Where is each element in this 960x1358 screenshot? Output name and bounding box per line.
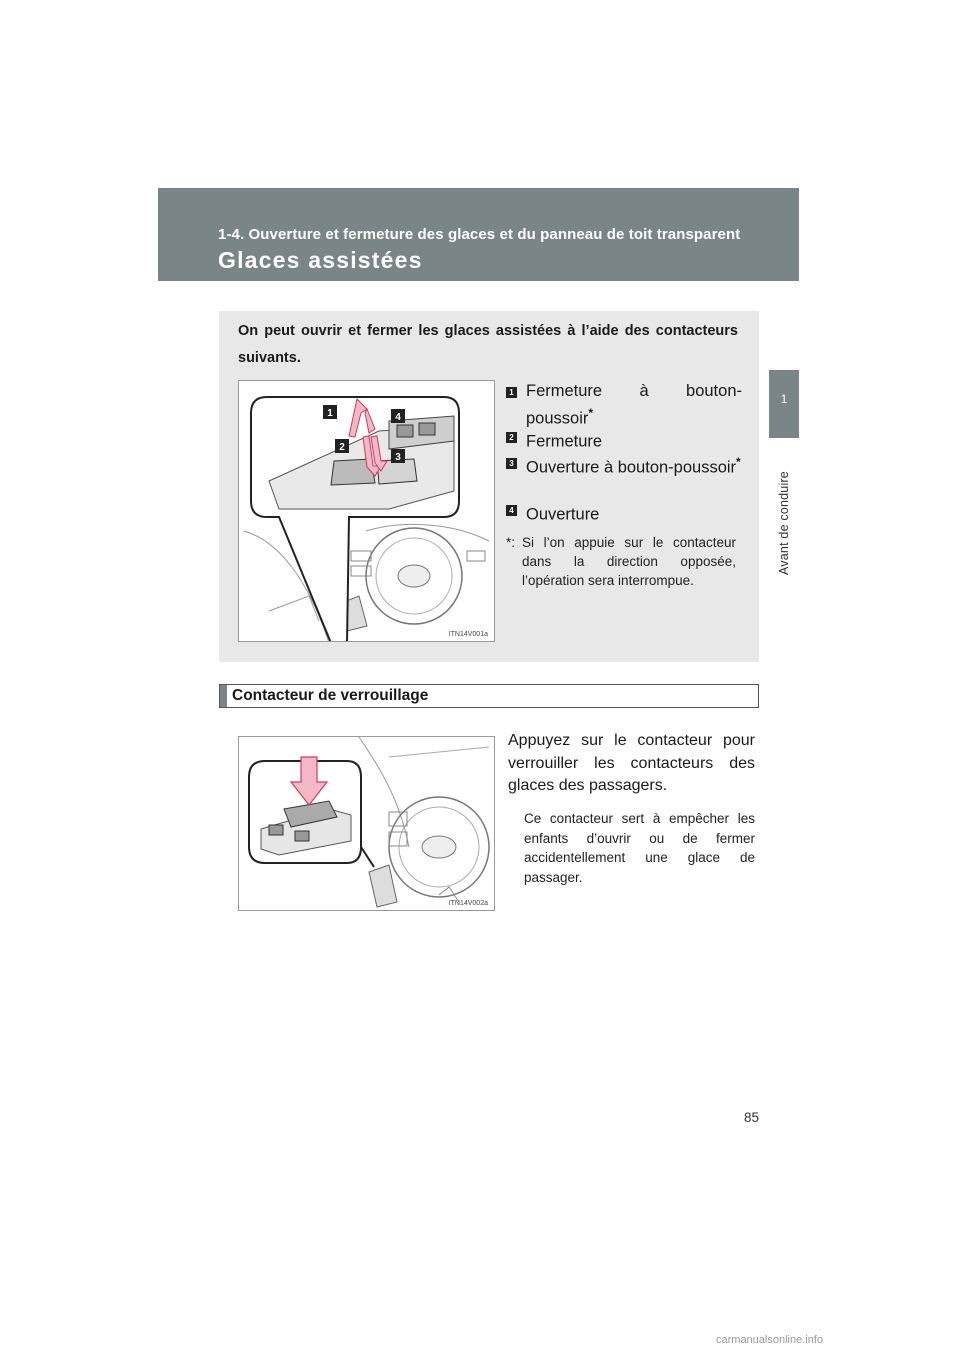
callout-3 (391, 449, 405, 463)
intro-text: On peut ouvrir et fermer les glaces assistées à l’aide des contacteurs suivants. (238, 323, 738, 366)
chapter-number: 1 (780, 392, 788, 406)
window-switch-illustration (238, 380, 495, 642)
page-number: 85 (744, 1110, 760, 1125)
figure-code: ITN14V001a (448, 631, 488, 638)
footnote-mark: *: (506, 535, 516, 550)
svg-text:4: 4 (395, 412, 401, 423)
figure-code: ITN14V002a (448, 900, 488, 907)
heading-text: Contacteur de verrouillage (232, 687, 429, 704)
svg-text:2: 2 (339, 442, 345, 453)
lock-switch-note: Ce contacteur sert à empêcher les enfants d’ouvrir ou de fermer accidentellement une glace de passager. (524, 811, 755, 885)
page-title: Glaces assistées (218, 247, 423, 273)
svg-text:3: 3 (395, 452, 401, 463)
callout-1 (323, 405, 337, 419)
legend-number: 3 (506, 458, 517, 469)
lock-switch-drawing (239, 737, 495, 911)
legend-number: 2 (506, 432, 517, 443)
footnote-text: Si l’on appuie sur le contacteur dans la direction opposée, l’opération sera interrompue. (522, 535, 736, 588)
lock-switch-instruction: Appuyez sur le contacteur pour verrouiller les contacteurs des glaces des passagers. (508, 732, 755, 794)
lock-switch-heading (219, 684, 759, 708)
heading-accent-bar (220, 685, 227, 707)
callout-2 (335, 439, 349, 453)
window-switch-drawing (239, 381, 495, 642)
callout-4 (391, 409, 405, 423)
legend-text: Ouverture (526, 505, 600, 524)
legend-text: Fermeture (526, 432, 603, 451)
svg-text:1: 1 (327, 408, 333, 419)
chapter-label: Avant de conduire (777, 471, 791, 575)
lock-switch-illustration (238, 736, 495, 911)
section-title: 1-4. Ouverture et fermeture des glaces et du panneau de toit transparent (218, 226, 741, 243)
chapter-tab[interactable] (769, 370, 799, 438)
legend-number: 1 (506, 387, 517, 398)
legend-text: Ouverture à bouton-poussoir* (526, 455, 741, 477)
watermark[interactable]: carmanualsonline.info (716, 1334, 824, 1346)
legend-number: 4 (506, 505, 517, 516)
legend-text: Fermeture à bouton-poussoir* (526, 382, 742, 428)
